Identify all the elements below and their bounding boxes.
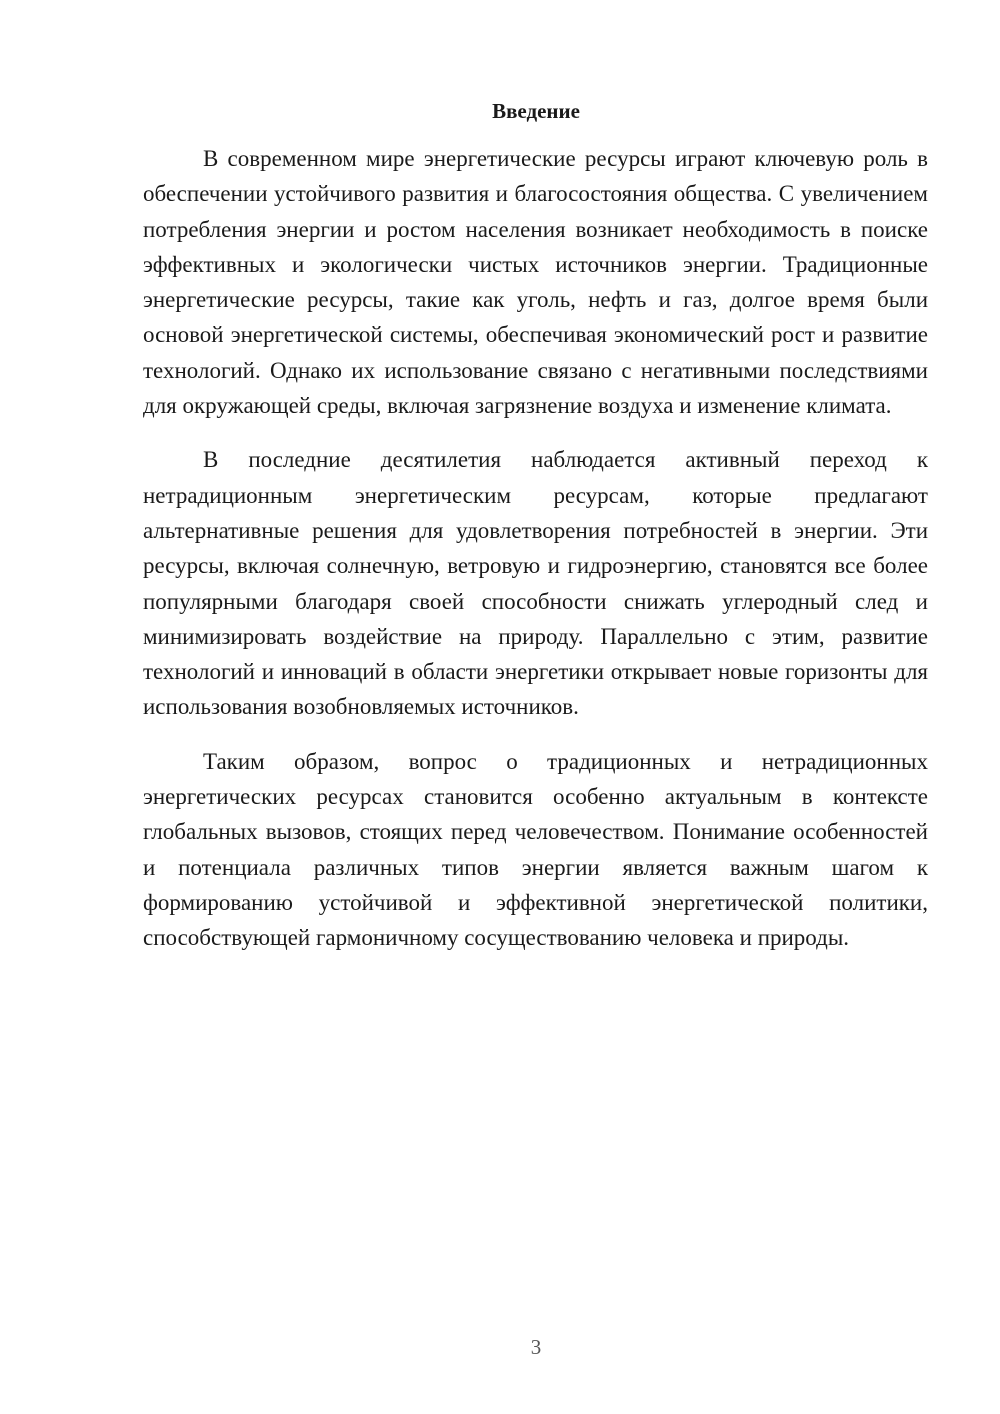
paragraph-3: Таким образом, вопрос о традиционных и нетрадиционных энергетических ресурсах становится особенно актуальным в контексте глобальных вызовов, стоящих перед человечеством. Понимание особенностей и потенциала различных типов энергии является важным шагом к формированию устойчивой и эффективной энергетической политики, способствующей гармоничному сосуществованию человека и природы. <box>143 748 928 951</box>
document-body <box>143 141 928 975</box>
paragraph-1: В современном мире энергетические ресурсы играют ключевую роль в обеспечении устойчивого развития и благосостояния общества. С увеличением потребления энергии и ростом населения возникает необходимость в поиске эффективных и экологически чистых источников энергии. Традиционные энергетические ресурсы, такие как уголь, нефть и газ, долгое время были основой энергетической системы, обеспечивая экономический рост и развитие технологий. Однако их использование связано с негативными последствиями для окружающей среды, включая загрязнение воздуха и изменение климата. <box>143 146 928 419</box>
page-title: Введение <box>492 99 580 123</box>
page-number: 3 <box>530 1335 542 1359</box>
paragraph-2: В последние десятилетия наблюдается активный переход к нетрадиционным энергетическим ресурсам, которые предлагают альтернативные решения для удовлетворения потребностей в энергии. Эти ресурсы, включая солнечную, ветровую и гидроэнергию, становятся все более популярными благодаря своей способности снижать углеродный след и минимизировать воздействие на природу. Параллельно с этим, развитие технологий и инноваций в области энергетики открывает новые горизонты для использования возобновляемых источников. <box>143 447 928 720</box>
